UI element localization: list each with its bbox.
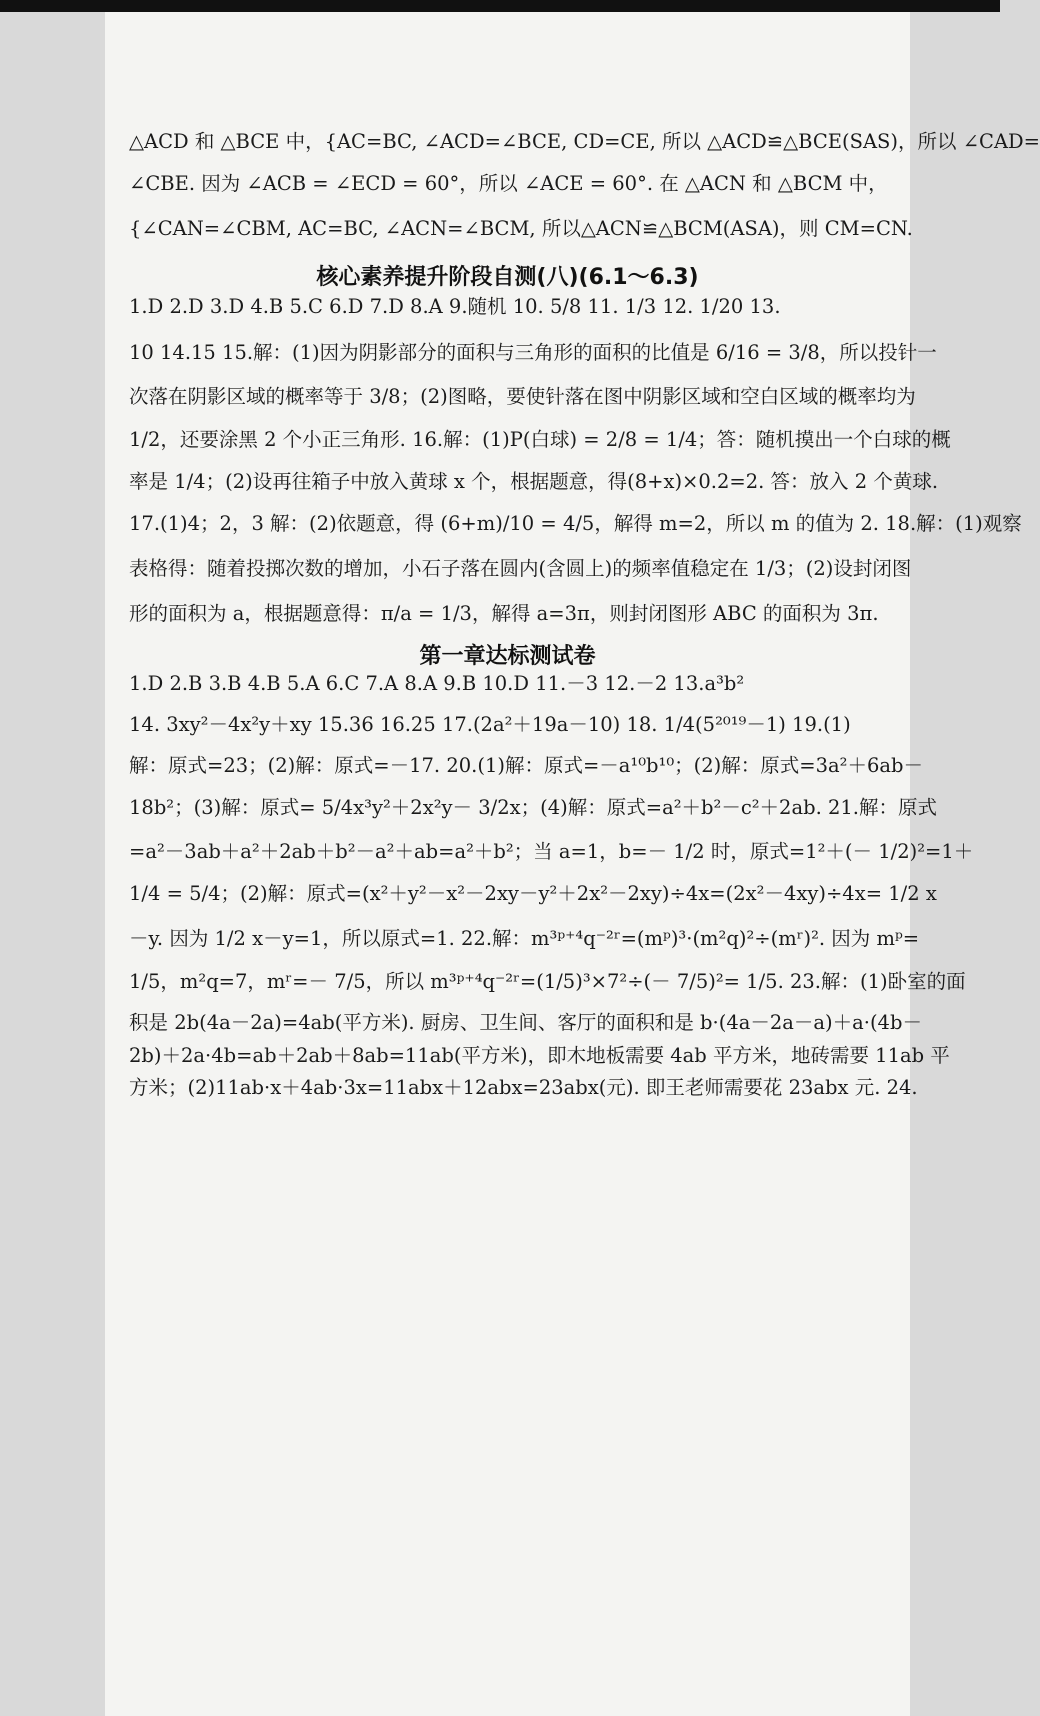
- text-line: 1/4 = 5/4；(2)解：原式=(x²＋y²－x²－2xy－y²＋2x²－2xy)÷4x=(2x²－4xy)÷4x= 1/2 x: [129, 882, 937, 905]
- text-line: △ACD 和 △BCE 中，{AC=BC, ∠ACD=∠BCE, CD=CE, 所以 △ACD≌△BCE(SAS)，所以 ∠CAD=: [129, 130, 1040, 153]
- text-line: ∠CBE. 因为 ∠ACB = ∠ECD = 60°，所以 ∠ACE = 60°. 在 △ACN 和 △BCM 中，: [129, 172, 888, 195]
- text-line: 率是 1/4；(2)设再往箱子中放入黄球 x 个，根据题意，得(8+x)×0.2=2. 答：放入 2 个黄球.: [129, 470, 939, 493]
- text-line: 1.D 2.D 3.D 4.B 5.C 6.D 7.D 8.A 9.随机 10. 5/8 11. 1/3 12. 1/20 13.: [129, 295, 781, 318]
- text-line: 2b)＋2a·4b=ab＋2ab＋8ab=11ab(平方米)，即木地板需要 4ab 平方米，地砖需要 11ab 平: [129, 1044, 950, 1067]
- text-line: 解：原式=23；(2)解：原式=－17. 20.(1)解：原式=－a¹⁰b¹⁰；(2)解：原式=3a²＋6ab－: [129, 754, 923, 777]
- section-title-self-test: 核心素养提升阶段自测(八)(6.1～6.3): [316, 265, 699, 290]
- text-line: 次落在阴影区域的概率等于 3/8；(2)图略，要使针落在图中阴影区域和空白区域的概率均为: [129, 385, 916, 408]
- text-line: 17.(1)4；2，3 解：(2)依题意，得 (6+m)/10 = 4/5，解得 m=2，所以 m 的值为 2. 18.解：(1)观察: [129, 512, 1022, 535]
- top-border: [0, 0, 1000, 12]
- answer-page: [105, 12, 1040, 1716]
- text-line: 1/5，m²q=7，mʳ=－ 7/5，所以 m³ᵖ⁺⁴q⁻²ʳ=(1/5)³×7²÷(－ 7/5)²= 1/5. 23.解：(1)卧室的面: [129, 970, 966, 993]
- text-line: 方米；(2)11ab·x＋4ab·3x=11abx＋12abx=23abx(元). 即王老师需要花 23abx 元. 24.: [129, 1076, 918, 1099]
- text-line: 14. 3xy²－4x²y＋xy 15.36 16.25 17.(2a²＋19a－10) 18. 1/4(5²⁰¹⁹－1) 19.(1): [129, 713, 851, 736]
- section-title-chapter1: 第一章达标测试卷: [419, 644, 596, 669]
- text-line: 18b²；(3)解：原式= 5/4x³y²＋2x²y－ 3/2x；(4)解：原式=a²＋b²－c²＋2ab. 21.解：原式: [129, 796, 937, 819]
- text-line: 形的面积为 a，根据题意得：π/a = 1/3，解得 a=3π，则封闭图形 ABC 的面积为 3π.: [129, 602, 879, 625]
- text-line: 积是 2b(4a－2a)=4ab(平方米). 厨房、卫生间、客厅的面积和是 b·(4a－2a－a)＋a·(4b－: [129, 1011, 922, 1034]
- text-line: 1/2，还要涂黑 2 个小正三角形. 16.解：(1)P(白球) = 2/8 = 1/4；答：随机摸出一个白球的概: [129, 428, 951, 451]
- text-line: =a²－3ab＋a²＋2ab＋b²－a²＋ab=a²＋b²；当 a=1，b=－ 1/2 时，原式=1²＋(－ 1/2)²=1＋: [129, 840, 974, 863]
- text-line: －y. 因为 1/2 x－y=1，所以原式=1. 22.解：m³ᵖ⁺⁴q⁻²ʳ=(mᵖ)³·(m²q)²÷(mʳ)². 因为 mᵖ=: [129, 927, 920, 950]
- text-line: 1.D 2.B 3.B 4.B 5.A 6.C 7.A 8.A 9.B 10.D 11.－3 12.－2 13.a³b²: [129, 672, 745, 695]
- text-line: {∠CAN=∠CBM, AC=BC, ∠ACN=∠BCM, 所以△ACN≌△BCM(ASA)，则 CM=CN.: [129, 217, 913, 240]
- text-line: 10 14.15 15.解：(1)因为阴影部分的面积与三角形的面积的比值是 6/16 = 3/8，所以投针一: [129, 341, 937, 364]
- text-line: 表格得：随着投掷次数的增加，小石子落在圆内(含圆上)的频率值稳定在 1/3；(2)设封闭图: [129, 557, 912, 580]
